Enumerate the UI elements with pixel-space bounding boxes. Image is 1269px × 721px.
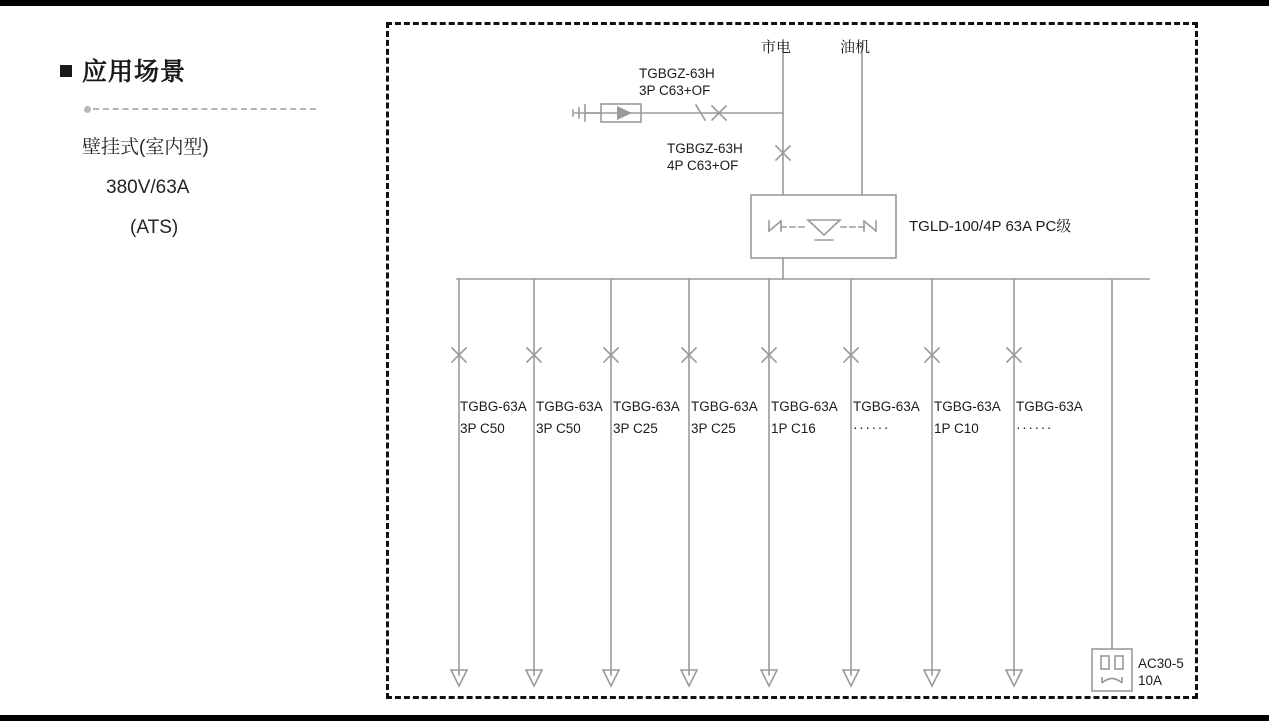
feeder-2-spec: 3P C50 xyxy=(536,421,581,436)
feeder-8-spec: ······ xyxy=(1016,419,1053,435)
square-bullet-icon xyxy=(60,65,72,77)
diagram-frame xyxy=(386,22,1198,699)
feeder-8-model: TGBG-63A xyxy=(1016,399,1083,414)
generator-breaker-model: TGBGZ-63H xyxy=(667,141,743,156)
socket-model-label: AC30-5 xyxy=(1138,656,1184,671)
feeder-6-model: TGBG-63A xyxy=(853,399,920,414)
left-panel xyxy=(60,52,350,248)
feeder-3-model: TGBG-63A xyxy=(613,399,680,414)
feeder-4-model: TGBG-63A xyxy=(691,399,758,414)
spec-line-voltage: 380V/63A xyxy=(106,177,190,198)
feeder-1-spec: 3P C50 xyxy=(460,421,505,436)
diagram-canvas xyxy=(389,25,1201,702)
generator-source-label: 油机 xyxy=(840,39,871,56)
feeder-5-spec: 1P C16 xyxy=(771,421,816,436)
socket-rating-label: 10A xyxy=(1138,673,1163,688)
mains-breaker-spec: 3P C63+OF xyxy=(639,83,711,98)
spec-list xyxy=(82,128,350,248)
feeder-3-spec: 3P C25 xyxy=(613,421,658,436)
top-letterbox-bar xyxy=(0,0,1269,6)
generator-breaker-spec: 4P C63+OF xyxy=(667,158,739,173)
feeder-5-model: TGBG-63A xyxy=(771,399,838,414)
bottom-letterbox-bar xyxy=(0,715,1269,721)
feeder-7-model: TGBG-63A xyxy=(934,399,1001,414)
spec-line-type: 壁挂式(室内型) xyxy=(82,137,209,158)
feeder-1-model: TGBG-63A xyxy=(460,399,527,414)
divider-dot-icon xyxy=(84,106,91,113)
feeder-4-spec: 3P C25 xyxy=(691,421,736,436)
section-title xyxy=(60,52,350,88)
mains-breaker-model: TGBGZ-63H xyxy=(639,66,715,81)
ats-label: TGLD-100/4P 63A PC级 xyxy=(909,218,1072,235)
divider-line xyxy=(93,108,316,110)
dashed-divider xyxy=(84,104,316,114)
mains-source-label: 市电 xyxy=(761,39,792,56)
feeder-2-model: TGBG-63A xyxy=(536,399,603,414)
feeder-7-spec: 1P C10 xyxy=(934,421,979,436)
feeder-6-spec: ······ xyxy=(853,419,890,435)
spec-line-ats: (ATS) xyxy=(130,217,179,238)
section-title-text: 应用场景 xyxy=(82,58,187,86)
